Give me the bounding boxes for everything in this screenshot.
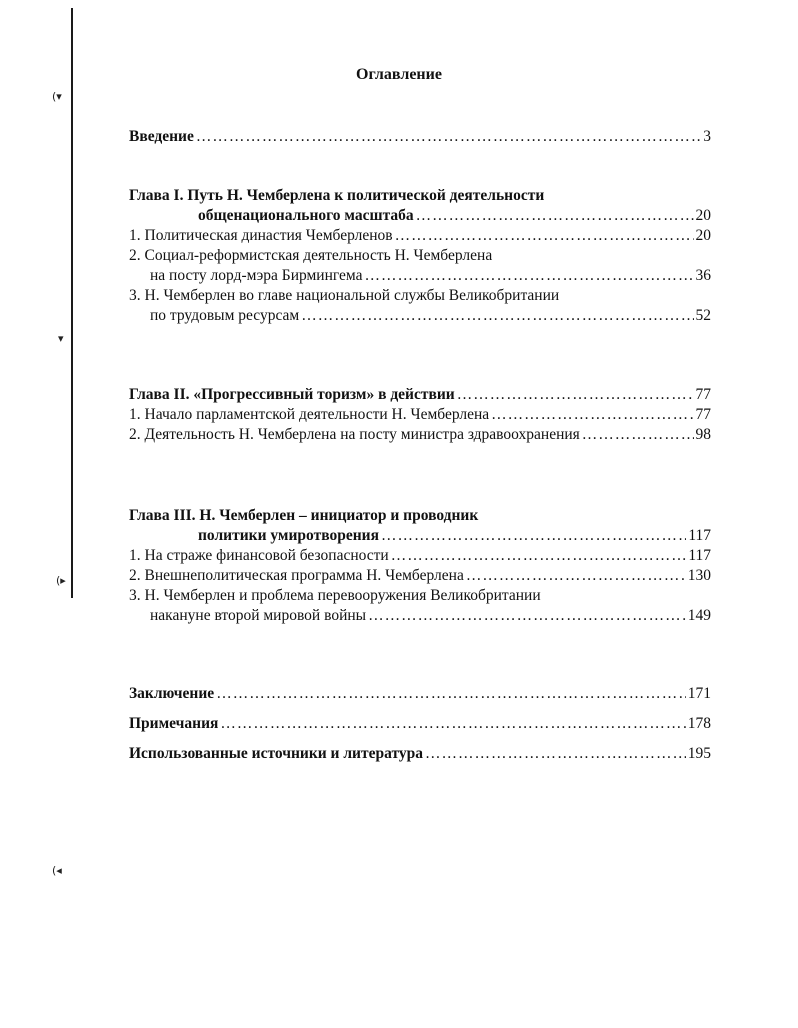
toc-label: Введение — [129, 128, 194, 145]
leader-dots — [391, 546, 687, 566]
toc-page: 195 — [687, 745, 711, 762]
leader-dots — [425, 744, 686, 764]
toc-page: 117 — [688, 527, 711, 544]
leader-dots — [220, 714, 685, 734]
toc-entry-notes — [129, 714, 711, 734]
toc-label: 2. Внешнеполитическая программа Н. Чемберлена — [129, 567, 464, 584]
toc-label: 1. Политическая династия Чемберленов — [129, 227, 393, 244]
toc-page: 117 — [688, 547, 711, 564]
toc-label: 3. Н. Чемберлен во главе национальной службы Великобритании — [129, 287, 560, 304]
toc-label: политики умиротворения — [198, 527, 379, 544]
toc-page: 130 — [687, 567, 711, 584]
toc-label: на посту лорд-мэра Бирмингема — [150, 267, 363, 284]
toc-entry-chapter3 — [198, 526, 711, 546]
toc-entry-ch3-s1 — [129, 546, 711, 566]
toc-label: Глава II. «Прогрессивный торизм» в действии — [129, 386, 455, 403]
chapter1-heading: Глава I. Путь Н. Чемберлена к политической деятельности — [129, 187, 545, 204]
chapter3-heading: Глава III. Н. Чемберлен – инициатор и проводник — [129, 507, 479, 524]
toc-entry-ch1-s2 — [150, 266, 711, 286]
toc-entry-ch1-s1 — [129, 226, 711, 246]
page-title: Оглавление — [356, 66, 442, 83]
leader-dots — [457, 385, 694, 405]
leader-dots — [466, 566, 686, 586]
margin-mark: ▾ — [58, 332, 64, 345]
toc-entry-intro — [129, 127, 711, 147]
toc-label: Заключение — [129, 685, 215, 702]
toc-entry-sources — [129, 744, 711, 764]
toc-entry-conclusion — [129, 684, 711, 704]
toc-page: 52 — [695, 307, 711, 324]
leader-dots — [491, 405, 693, 425]
toc-label: Примечания — [129, 715, 219, 732]
leader-dots — [216, 684, 686, 704]
toc-label: накануне второй мировой войны — [150, 607, 367, 624]
margin-mark: (▸ — [56, 574, 66, 587]
toc-entry-ch3-s2 — [129, 566, 711, 586]
toc-page: 77 — [695, 406, 711, 423]
toc-page: 20 — [695, 227, 711, 244]
toc-page: 3 — [703, 128, 711, 145]
margin-mark: (▾ — [52, 90, 62, 103]
leader-dots — [582, 425, 694, 445]
toc-page: 20 — [695, 207, 711, 224]
toc-entry-ch1-s3 — [150, 306, 711, 326]
toc-label: по трудовым ресурсам — [150, 307, 300, 324]
toc-page: 171 — [687, 685, 711, 702]
toc-page: 77 — [695, 386, 711, 403]
toc-label: Использованные источники и литература — [129, 745, 423, 762]
leader-dots — [301, 306, 693, 326]
toc-label: 1. На страже финансовой безопасности — [129, 547, 389, 564]
leader-dots — [416, 206, 694, 226]
leader-dots — [395, 226, 694, 246]
margin-mark: (◂ — [52, 864, 62, 877]
toc-label: 2. Социал-реформистская деятельность Н. Чемберлена — [129, 247, 493, 264]
leader-dots — [368, 606, 686, 626]
toc-label: 2. Деятельность Н. Чемберлена на посту министра здравоохранения — [129, 426, 580, 443]
toc-label: общенационального масштаба — [198, 207, 414, 224]
toc-label: 3. Н. Чемберлен и проблема перевооружения Великобритании — [129, 587, 541, 604]
leader-dots — [365, 266, 694, 286]
toc-page: 149 — [687, 607, 711, 624]
toc-entry-chapter2 — [129, 385, 711, 405]
leader-dots — [196, 127, 701, 147]
toc-entry-chapter1 — [198, 206, 711, 226]
toc-label: 1. Начало парламентской деятельности Н. Чемберлена — [129, 406, 490, 423]
leader-dots — [381, 526, 686, 546]
toc-page: 178 — [687, 715, 711, 732]
toc-page: 98 — [695, 426, 711, 443]
toc-entry-ch3-s3 — [150, 606, 711, 626]
toc-entry-ch2-s2 — [129, 425, 711, 445]
toc-page: 36 — [695, 267, 711, 284]
binding-line — [71, 8, 73, 598]
toc-entry-ch2-s1 — [129, 405, 711, 425]
